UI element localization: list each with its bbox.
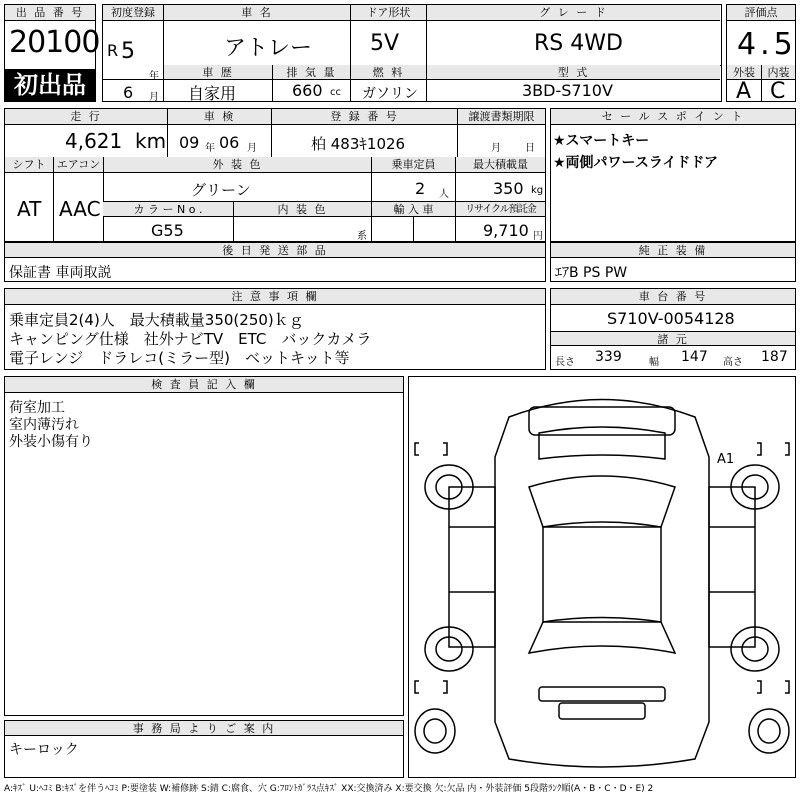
mileage-unit: km	[135, 129, 167, 153]
ext-color-label: 外 装 色	[103, 157, 371, 173]
length-label: 長さ	[555, 357, 575, 368]
car-name: アトレー	[224, 36, 313, 61]
later-parts: 保証書 車両取説	[9, 265, 112, 281]
notes-line-3: 電子レンジ ドラレコ(ミラー型) ベットキット等	[9, 349, 350, 367]
model: 3BD-S710V	[522, 81, 613, 100]
interior-score: C	[770, 79, 786, 104]
detail-box	[4, 108, 546, 242]
plate-number: 柏 483ｷ1026	[311, 135, 406, 153]
color-no-label: カ ラ ー N o .	[103, 201, 233, 217]
lot-number: 20100	[9, 25, 100, 60]
first-reg-label: 初度登録	[103, 5, 163, 21]
recycle-fee: 9,710	[483, 221, 529, 240]
inspector-line-2: 室内薄汚れ	[9, 417, 79, 433]
transfer-month-unit: 月	[491, 143, 501, 154]
capacity: 2	[415, 179, 426, 198]
chassis-label: 車 台 番 号	[551, 289, 795, 305]
office-box	[4, 720, 404, 778]
displacement-unit: cc	[330, 87, 341, 98]
grade-label: グ レ ー ド	[426, 5, 720, 21]
mileage: 4,621	[65, 129, 123, 153]
color-no: G55	[151, 221, 184, 240]
aircon-label: エアコン	[53, 157, 103, 173]
first-reg-year: 5	[121, 39, 135, 64]
inspector-box	[4, 376, 404, 716]
exterior-score: A	[736, 79, 752, 104]
capacity-label: 乗車定員	[371, 157, 455, 173]
damage-mark-a1: A1	[717, 452, 735, 467]
lot-box	[4, 4, 100, 102]
model-label: 型 式	[426, 65, 720, 80]
history: 自家用	[188, 84, 237, 103]
transfer-day-unit: 日	[525, 143, 535, 154]
dims-label: 諸 元	[551, 331, 795, 346]
mileage-label: 走 行	[5, 109, 167, 125]
width: 147	[681, 349, 708, 365]
sales-point-2: ★両側パワースライドドア	[553, 155, 719, 171]
notes-line-1: 乗車定員2(4)人 最大積載量350(250)ｋｇ	[9, 311, 304, 329]
score-value: 4.5	[737, 27, 797, 62]
inspection-year: 09	[179, 133, 200, 152]
sales-points-box	[550, 108, 796, 242]
first-reg-box	[102, 4, 164, 102]
office-note: キーロック	[9, 742, 79, 758]
aircon: AAC	[59, 197, 101, 221]
transfer-label: 譲渡書類期限	[457, 109, 545, 125]
first-reg-month: 6	[123, 83, 134, 102]
inspection-year-unit: 年	[205, 143, 215, 154]
displacement-label: 排 気 量	[272, 65, 350, 80]
lot-label: 出 品 番 号	[5, 5, 95, 21]
legend: A:ｷｽﾞ U:ﾍｺﾐ B:ｷｽﾞを伴うﾍｺﾐ P:要塗装 W:補修跡 S:錆 C:腐食、穴 G:ﾌﾛﾝﾄｶﾞﾗｽ点ｷｽﾞ XX:交換済み X:要交換 欠:欠品 内・外装評価 5段階ﾗﾝｸ順(A・B・C・D・E) 2	[4, 784, 654, 794]
notes-label: 注 意 事 項 欄	[5, 289, 545, 305]
genuine-label: 純 正 装 備	[551, 243, 795, 258]
fuel: ガソリン	[362, 86, 418, 102]
max-load-unit: kg	[531, 185, 544, 196]
inspection-label: 車 検	[167, 109, 271, 125]
later-parts-label: 後 日 発 送 部 品	[5, 243, 545, 258]
office-label: 事 務 局 よ り ご 案 内	[5, 721, 403, 736]
recycle-label: リサイクル預託金	[455, 201, 545, 217]
max-load-label: 最大積載量	[455, 157, 545, 173]
shift: AT	[17, 197, 42, 221]
inspector-line-3: 外装小傷有り	[9, 434, 93, 450]
fuel-label: 燃 料	[350, 65, 426, 80]
int-color-label: 内 装 色	[233, 201, 371, 217]
car-name-label: 車 名	[164, 5, 350, 21]
notes-box	[4, 288, 546, 370]
vehicle-box	[164, 4, 722, 102]
car-diagram	[409, 377, 795, 777]
first-reg-month-unit: 月	[149, 92, 159, 103]
capacity-unit: 人	[439, 189, 449, 200]
height: 187	[761, 349, 788, 365]
genuine-box	[550, 242, 796, 282]
later-parts-box	[4, 242, 546, 282]
recycle-unit: 円	[533, 231, 543, 242]
exterior-label: 外装	[727, 65, 761, 80]
sales-point-1: ★スマートキー	[553, 133, 650, 149]
notes-line-2: キャンピング仕様 社外ナビTV ETC バックカメラ	[9, 330, 372, 348]
length: 339	[595, 349, 622, 365]
score-label: 評価点	[727, 5, 795, 21]
chassis-box	[550, 288, 796, 370]
plate-label: 登 録 番 号	[271, 109, 457, 125]
interior-label: 内装	[761, 65, 795, 80]
ext-color: グリーン	[191, 181, 251, 199]
genuine-equipment: ｴｱB PS PW	[555, 265, 628, 281]
inspector-label: 検 査 員 記 入 欄	[5, 377, 403, 393]
shift-label: シフト	[5, 157, 53, 173]
first-listing-badge: 初出品	[5, 69, 95, 101]
door-type: 5V	[370, 31, 400, 56]
sales-points-label: セ ー ル ス ポ イ ン ト	[551, 109, 795, 125]
first-reg-year-unit: 年	[149, 71, 159, 82]
width-label: 幅	[649, 357, 659, 368]
car-diagram-box	[408, 376, 796, 778]
score-box	[726, 4, 796, 102]
int-color-unit: 系	[357, 231, 367, 242]
height-label: 高さ	[723, 357, 743, 368]
import-label: 輸 入 車	[371, 201, 455, 217]
first-reg-era: R	[107, 41, 119, 60]
chassis-number: S710V-0054128	[607, 309, 735, 328]
displacement: 660	[292, 81, 323, 100]
inspection-month: 06	[219, 133, 240, 152]
history-label: 車 歴	[164, 65, 272, 80]
max-load: 350	[493, 179, 524, 198]
inspection-month-unit: 月	[247, 143, 257, 154]
inspector-line-1: 荷室加工	[9, 400, 65, 416]
grade: RS 4WD	[534, 31, 623, 56]
door-label: ドア形状	[350, 5, 426, 21]
